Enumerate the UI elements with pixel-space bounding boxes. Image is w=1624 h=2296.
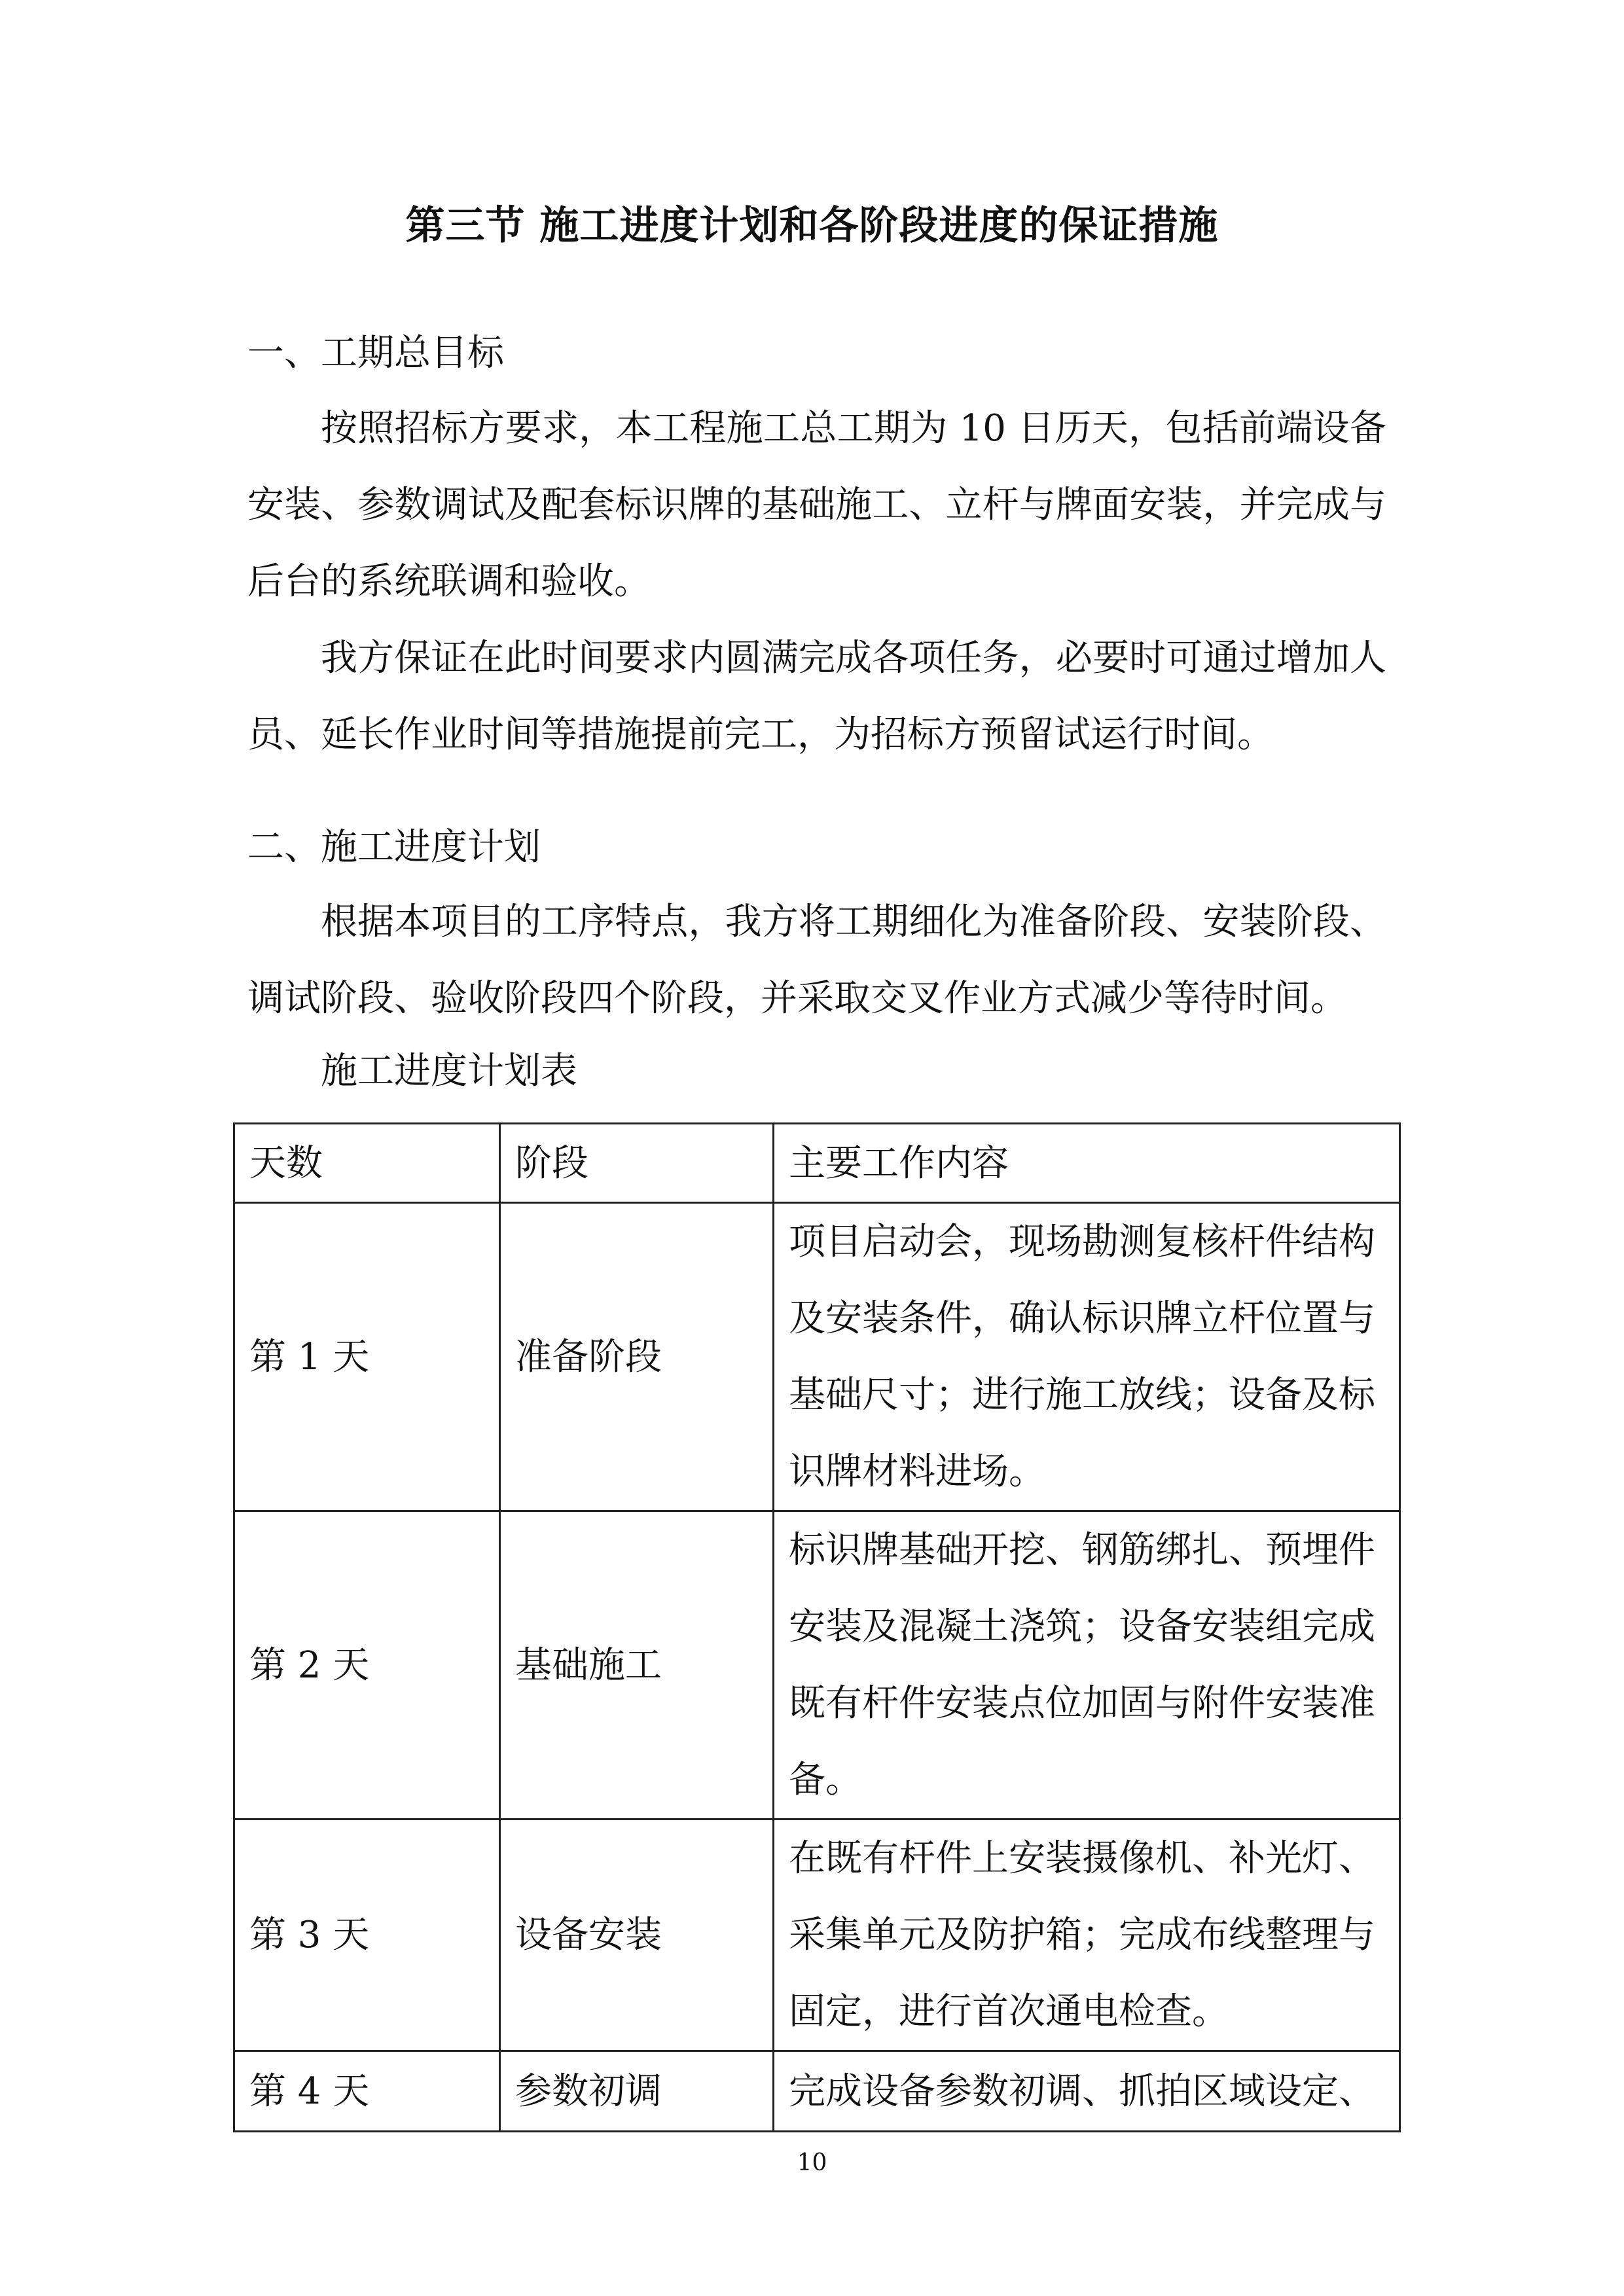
table-header-row [234, 1124, 1400, 1203]
cell-day: 第 1 天 [234, 1203, 500, 1511]
cell-content: 完成设备参数初调、抓拍区域设定、 [774, 2051, 1400, 2132]
cell-phase: 参数初调 [500, 2051, 774, 2132]
table-row [234, 1820, 1400, 2051]
page-title: 第三节 施工进度计划和各阶段进度的保证措施 [405, 203, 1219, 249]
header-content: 主要工作内容 [774, 1124, 1400, 1203]
cell-day: 第 4 天 [234, 2051, 500, 2132]
table-row [234, 1511, 1400, 1820]
section-heading-schedule-plan: 二、施工进度计划 [247, 826, 541, 869]
table-row [234, 1203, 1400, 1511]
section-heading-duration-goal: 一、工期总目标 [247, 332, 504, 374]
paragraph-duration-requirement: 按照招标方要求，本工程施工总工期为 10 日历天，包括前端设备安装、参数调试及配套标识牌的基础施工、立杆与牌面安装，并完成与后台的系统联调和验收。 [247, 407, 1386, 603]
paragraph-schedule-overview: 根据本项目的工序特点，我方将工期细化为准备阶段、安装阶段、调试阶段、验收阶段四个阶段，并采取交叉作业方式减少等待时间。 [247, 901, 1386, 1020]
header-day: 天数 [234, 1124, 500, 1203]
cell-phase: 基础施工 [500, 1511, 774, 1820]
cell-day: 第 3 天 [234, 1820, 500, 2051]
cell-content: 在既有杆件上安装摄像机、补光灯、采集单元及防护箱；完成布线整理与固定，进行首次通电检查。 [774, 1820, 1400, 2051]
header-phase: 阶段 [500, 1124, 774, 1203]
table-caption: 施工进度计划表 [321, 1050, 577, 1092]
cell-phase: 设备安装 [500, 1820, 774, 2051]
schedule-table [233, 1122, 1401, 2132]
cell-phase: 准备阶段 [500, 1203, 774, 1511]
cell-day: 第 2 天 [234, 1511, 500, 1820]
table-row [234, 2051, 1400, 2132]
page-number: 10 [797, 2149, 827, 2176]
cell-content: 项目启动会，现场勘测复核杆件结构及安装条件，确认标识牌立杆位置与基础尺寸；进行施工放线；设备及标识牌材料进场。 [774, 1203, 1400, 1511]
cell-content: 标识牌基础开挖、钢筋绑扎、预埋件安装及混凝土浇筑；设备安装组完成既有杆件安装点位加固与附件安装准备。 [774, 1511, 1400, 1820]
paragraph-duration-guarantee: 我方保证在此时间要求内圆满完成各项任务，必要时可通过增加人员、延长作业时间等措施提前完工，为招标方预留试运行时间。 [247, 637, 1386, 756]
